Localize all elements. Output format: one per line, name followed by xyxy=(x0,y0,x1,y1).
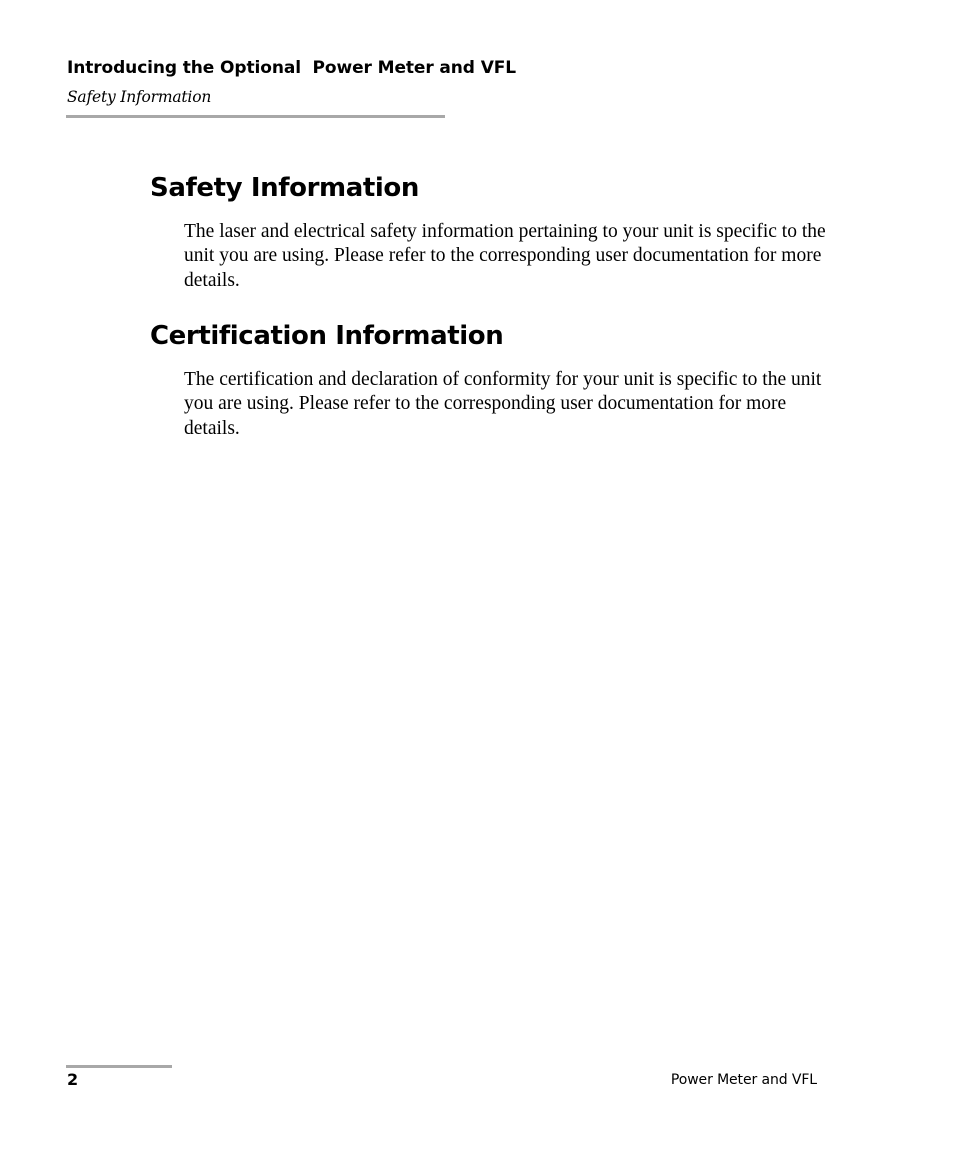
header-divider xyxy=(66,115,445,118)
certification-information-paragraph: The certification and declaration of conformity for your unit is specific to the unit you are using. Please refer to the corresponding user documentation for more details. xyxy=(184,369,822,439)
safety-information-heading: Safety Information xyxy=(150,173,419,203)
running-header-title: Introducing the Optional Power Meter and VFL xyxy=(67,58,516,78)
running-header-subtitle: Safety Information xyxy=(67,88,212,106)
safety-information-paragraph: The laser and electrical safety information pertaining to your unit is specific to the unit you are using. Please refer to the corresponding user documentation for more details. xyxy=(184,221,826,291)
certification-information-heading: Certification Information xyxy=(150,321,504,351)
footer-divider xyxy=(66,1065,172,1068)
footer-product-name: Power Meter and VFL xyxy=(670,1072,817,1088)
page-number: 2 xyxy=(67,1070,79,1089)
